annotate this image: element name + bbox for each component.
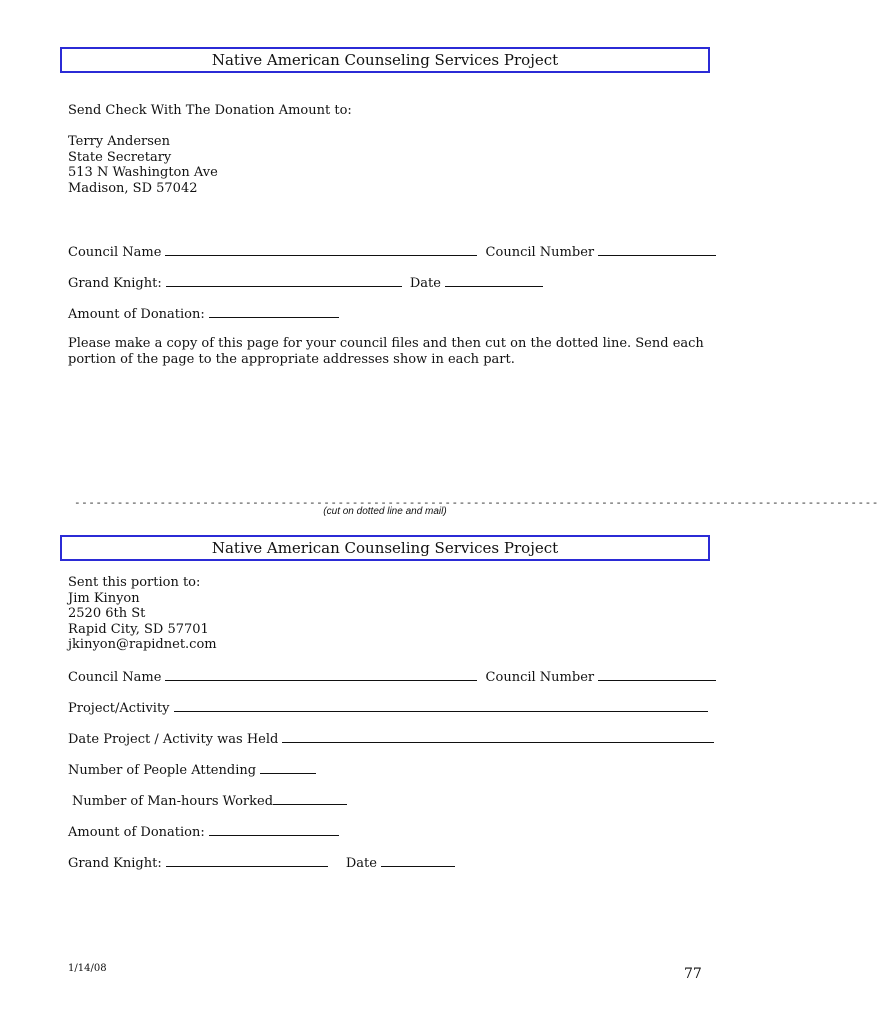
send-instruction: Send Check With The Donation Amount to: <box>68 103 352 118</box>
b-grand-knight-label: Grand Knight: <box>68 856 162 871</box>
b-council-number-field[interactable] <box>598 668 716 681</box>
address-line-3: 513 N Washington Ave <box>68 165 218 180</box>
project-row <box>68 699 708 717</box>
people-row <box>68 761 316 779</box>
b-date-label: Date <box>345 856 377 871</box>
bottom-title: Native American Counseling Services Project <box>211 539 559 557</box>
sent-to-line-3: 2520 6th St <box>68 606 146 621</box>
sent-to-email: jkinyon@rapidnet.com <box>68 637 217 652</box>
council-name-row <box>68 243 716 261</box>
sent-to-line-4: Rapid City, SD 57701 <box>68 622 209 637</box>
council-name-label: Council Name <box>68 245 162 260</box>
b-amount-field[interactable] <box>209 823 339 836</box>
grand-knight-field[interactable] <box>166 274 402 287</box>
manhours-label: Number of Man-hours Worked <box>72 794 274 809</box>
b-amount-row <box>68 823 339 841</box>
page-number: 77 <box>684 966 702 982</box>
date-field[interactable] <box>445 274 543 287</box>
b-grand-knight-field[interactable] <box>166 854 328 867</box>
amount-row <box>68 305 339 323</box>
council-number-field[interactable] <box>598 243 716 256</box>
manhours-field[interactable] <box>273 792 347 805</box>
b-council-number-label: Council Number <box>485 670 595 685</box>
amount-label: Amount of Donation: <box>68 307 205 322</box>
date-label: Date <box>409 276 441 291</box>
date-project-label: Date Project / Activity was Held <box>68 732 279 747</box>
b-date-field[interactable] <box>381 854 455 867</box>
bottom-title-box <box>60 535 710 561</box>
council-number-label: Council Number <box>485 245 595 260</box>
top-title-box <box>60 47 710 73</box>
b-grand-knight-row <box>68 854 455 872</box>
b-amount-label: Amount of Donation: <box>68 825 205 840</box>
top-title: Native American Counseling Services Project <box>211 51 559 69</box>
footer-date: 1/14/08 <box>68 963 107 974</box>
instructions-line-2: portion of the page to the appropriate addresses show in each part. <box>68 352 515 367</box>
b-council-name-row <box>68 668 716 686</box>
address-line-1: Terry Andersen <box>68 134 170 149</box>
project-field[interactable] <box>174 699 708 712</box>
date-project-row <box>68 730 714 748</box>
sent-to-line-2: Jim Kinyon <box>68 591 140 606</box>
council-name-field[interactable] <box>165 243 477 256</box>
grand-knight-label: Grand Knight: <box>68 276 162 291</box>
manhours-row <box>72 792 347 810</box>
people-label: Number of People Attending <box>68 763 257 778</box>
cut-dotted-line: ----------------------------------------------------------------------------------------------------------------- <box>74 496 879 509</box>
people-field[interactable] <box>260 761 316 774</box>
date-project-field[interactable] <box>282 730 714 743</box>
amount-field[interactable] <box>209 305 339 318</box>
grand-knight-row <box>68 274 543 292</box>
b-council-name-label: Council Name <box>68 670 162 685</box>
instructions-line-1: Please make a copy of this page for your council files and then cut on the dotted line. Send each <box>68 336 704 351</box>
b-council-name-field[interactable] <box>165 668 477 681</box>
cut-note: (cut on dotted line and mail) <box>323 506 447 517</box>
project-label: Project/Activity <box>68 701 170 716</box>
address-line-4: Madison, SD 57042 <box>68 181 198 196</box>
sent-to-line-1: Sent this portion to: <box>68 575 201 590</box>
address-line-2: State Secretary <box>68 150 172 165</box>
